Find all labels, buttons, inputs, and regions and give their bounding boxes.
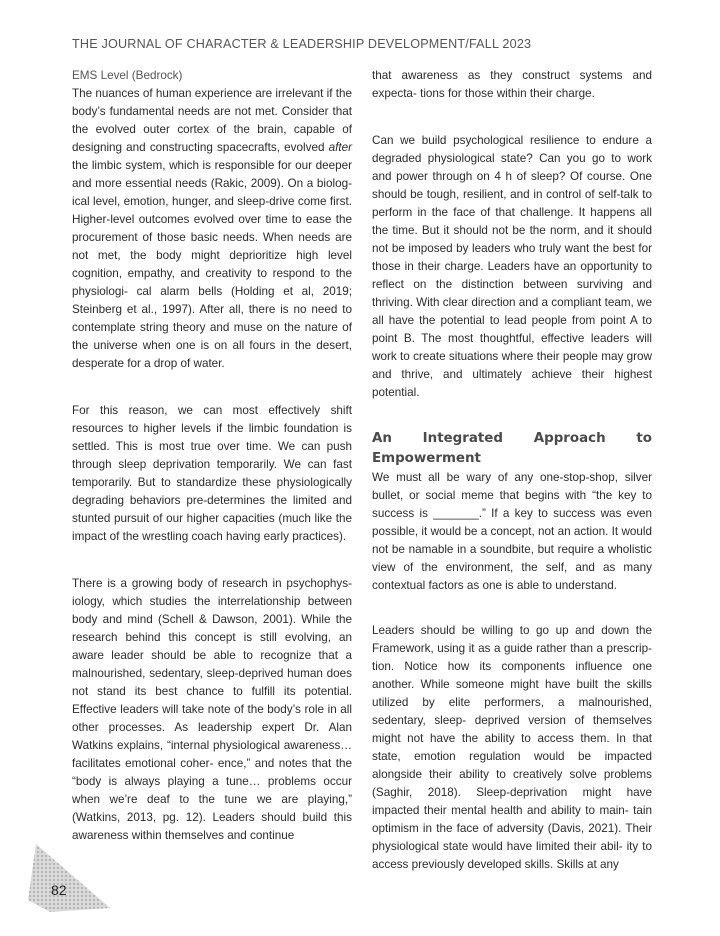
paragraph: We must all be wary of any one-stop-shop, silver bullet, or social meme that begins with “the key to success is _______.” If a key to success was even possible, it would be a concept, not an action. It would not be namable in a soundbite, but require a wholistic view of the environment, the self, and as many contextual factors as one is able to understand. xyxy=(372,471,652,592)
journal-header: THE JOURNAL OF CHARACTER & LEADERSHIP DEVELOPMENT/FALL 2023 xyxy=(72,37,532,51)
paragraph: Leaders should be willing to go up and down the Framework, using it as a guide rather than a prescrip- tion. Notice how its components influence one another. While someone might have built the skills utilized by elite performers, a malnourished, sedentary, sleep- deprived version of themselves might not have the ability to access them. In that state, emotion regulation would be impacted alongside their ability to creatively solve problems (Saghir, 2018). Sleep-deprivation might have impacted their mental health and ability to main- tain optimism in the face of adversity (Davis, 2021). Their physiological state would have limited their abil- ity to access previously developed skills. Skills at any xyxy=(372,624,652,871)
page-number: 82 xyxy=(51,882,67,898)
emphasis-text: after xyxy=(328,141,352,154)
paragraph: For this reason, we can most effectively shift resources to higher levels if the limbic foundation is settled. This is most true over time. We can push through sleep deprivation temporarily. We can fast temporarily. But to standardize these physiologically degrading behaviors pre-determines the limited and stunted pursuit of our higher capacities (much like the impact of the wrestling coach having early practices). xyxy=(72,404,352,543)
section-subhead: EMS Level (Bedrock) xyxy=(72,69,183,82)
left-column xyxy=(72,67,352,845)
paragraph xyxy=(72,85,352,373)
paragraph-text: The nuances of human experience are irrelevant if the body’s fundamental needs are not met. Consider that the evolved outer cortex of the brain, capable of designing and constructing spacecrafts, evolved xyxy=(72,87,353,154)
right-column xyxy=(372,67,652,874)
paragraph: that awareness as they construct systems and expecta- tions for those within their charge. xyxy=(372,69,652,100)
paragraph-text: the limbic system, which is responsible for our deeper and more essential needs (Rakic, 2009). On a biolog- ical level, emotion, hunger, and sleep-drive come first. Higher-level outcomes evolved over time to ease the procurement of those basic needs. When needs are not met, the body might deprioritize high level cognition, empathy, and creativity to respond to the physiologi- cal alarm bells (Holding et al, 2019; Steinberg et al., 1997). After all, there is no need to contemplate string theory and muse on the nature of the universe when one is on all fours in the desert, desperate for a drop of water. xyxy=(72,159,352,370)
section-heading: An Integrated Approach to Empowerment xyxy=(372,431,652,466)
paragraph: Can we build psychological resilience to endure a degraded physiological state? Can you go to work and power through on 4 h of sleep? Of course. One should be tough, resilient, and in control of self-talk to perform in the face of that challenge. It happens all the time. But it should not be the norm, and it should not be imposed by leaders who truly want the best for those in their charge. Leaders have an opportunity to reflect on the distinction between surviving and thriving. With clear direction and a compliant team, we all have the potential to lead people from point A to point B. The most thoughtful, effective leaders will work to create situations where their people may grow and thrive, and ultimately achieve their highest potential. xyxy=(372,134,652,399)
page-corner-decoration xyxy=(28,842,112,912)
paragraph: There is a growing body of research in psychophys- iology, which studies the interrelationship between body and mind (Schell & Dawson, 2001). While the research behind this concept is still evolving, an aware leader should be able to recognize that a malnourished, sedentary, sleep-deprived human does not stand its best chance to fulfill its potential. Effective leaders will take note of the body’s role in all other processes. As leadership expert Dr. Alan Watkins explains, “internal physiological awareness… facilitates emotional coher- ence,” and notes that the “body is always playing a tune… problems occur when we’re deaf to the tune we are playing,” (Watkins, 2013, pg. 12). Leaders should build this awareness within themselves and continue xyxy=(72,577,352,842)
